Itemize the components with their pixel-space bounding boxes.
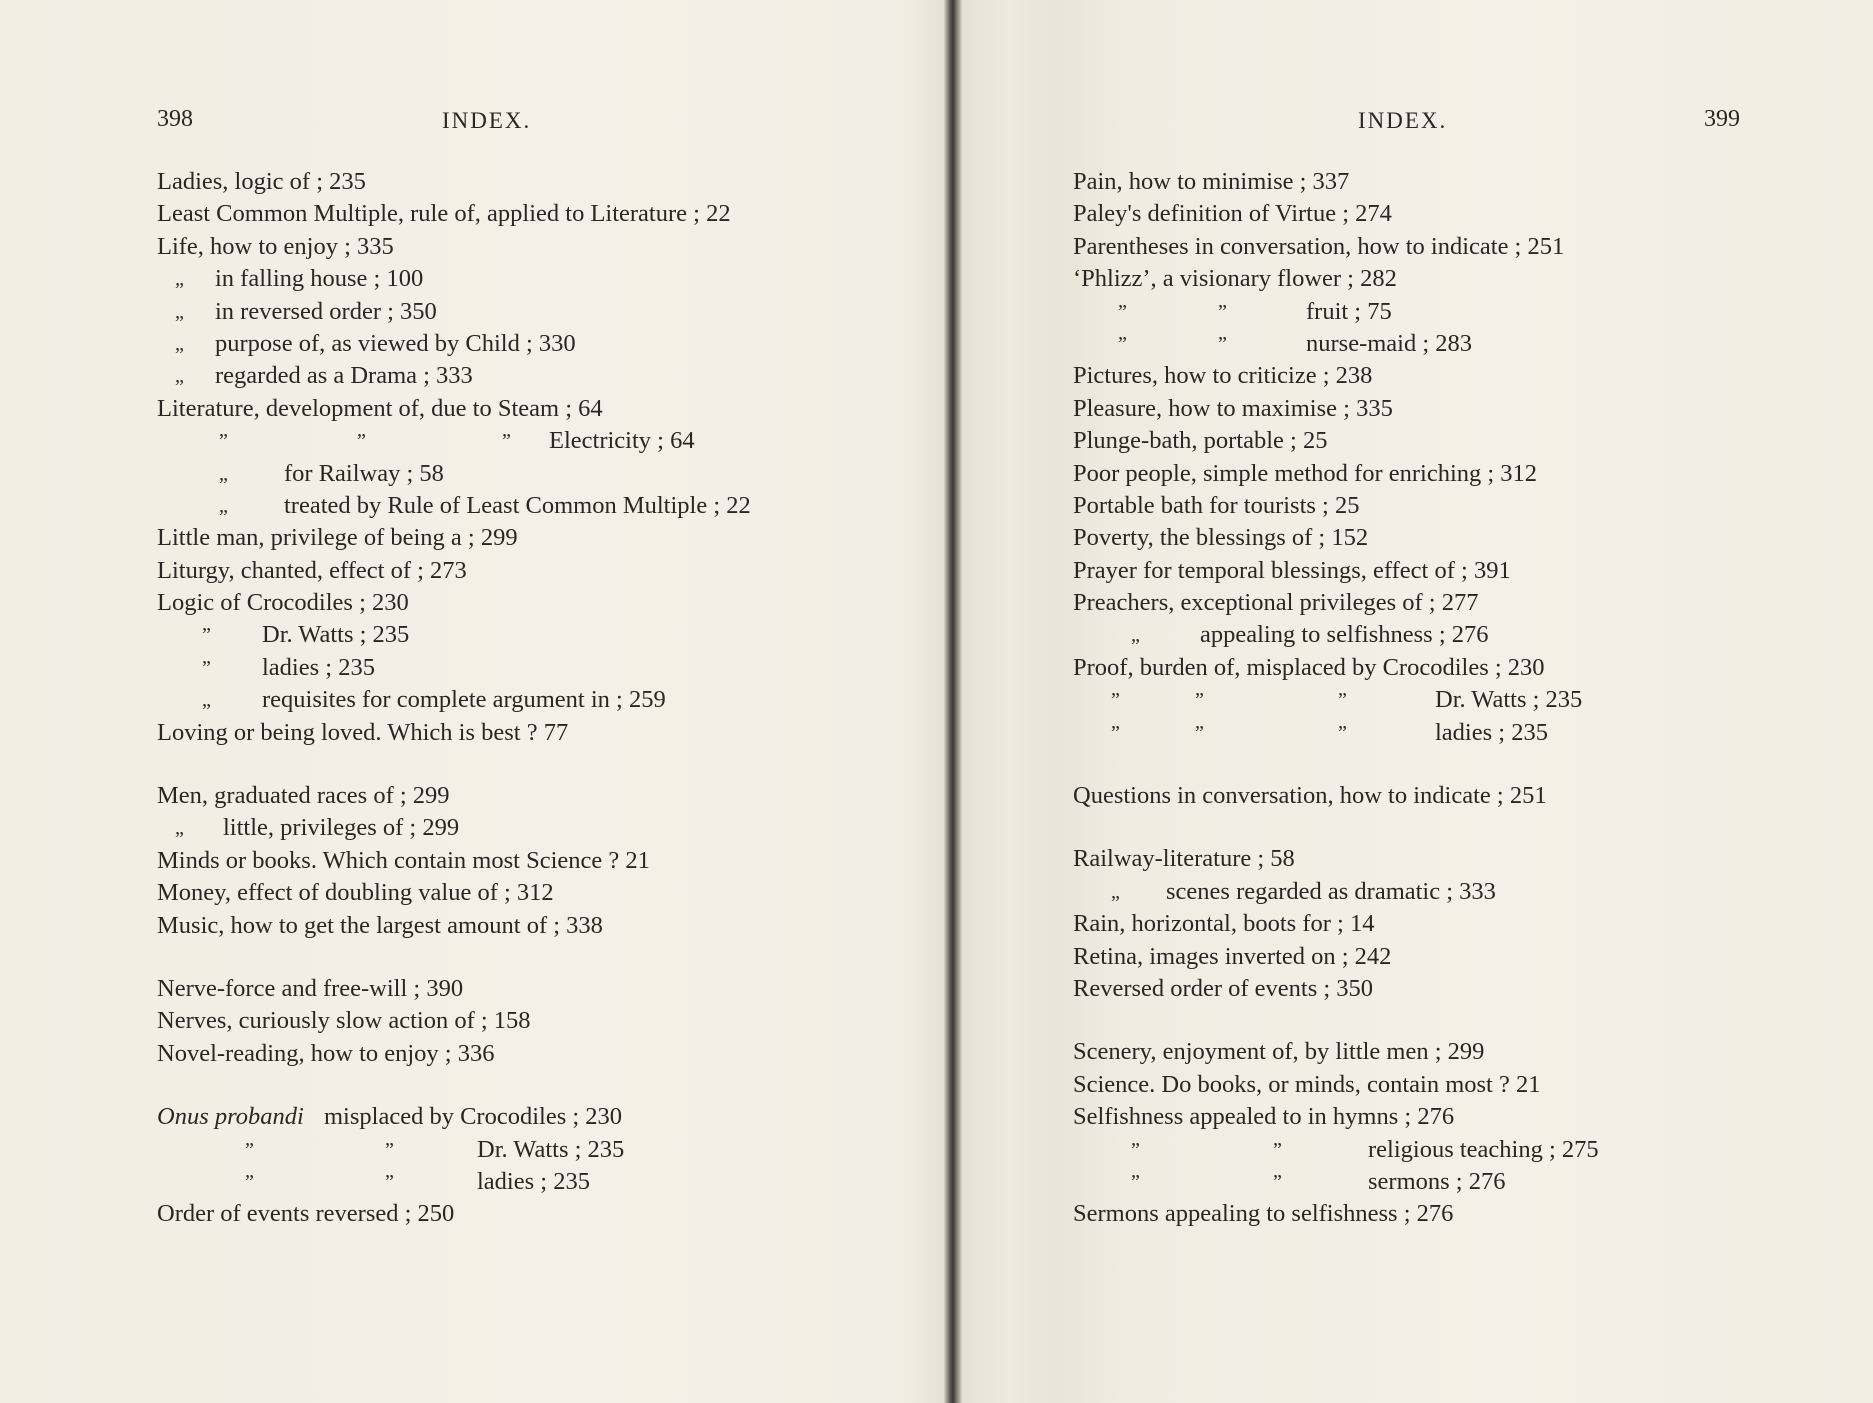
page-number: 398	[157, 106, 193, 132]
index-entry	[1073, 425, 1793, 457]
index-entry	[157, 1005, 857, 1037]
index-entry	[1073, 780, 1793, 812]
index-entry	[1073, 1166, 1793, 1198]
index-entry	[1073, 328, 1793, 360]
entry-text: Least Common Multiple, rule of, applied to Literature ; 22	[157, 200, 731, 228]
index-entry	[157, 910, 857, 942]
entry-text: Order of events reversed ; 250	[157, 1200, 455, 1228]
index-entry	[157, 425, 857, 457]
index-entry	[157, 166, 857, 198]
entry-text: Sermons appealing to selfishness ; 276	[1073, 1200, 1454, 1228]
ditto-mark: „	[175, 332, 184, 355]
entry-text: regarded as a Drama ; 333	[215, 362, 473, 390]
index-entry	[1073, 555, 1793, 587]
ditto-mark: ”	[1218, 300, 1227, 323]
index-entry	[1073, 717, 1793, 749]
entry-text: Dr. Watts ; 235	[477, 1135, 625, 1163]
ditto-mark: ”	[202, 656, 211, 679]
entry-text: Money, effect of doubling value of ; 312	[157, 879, 554, 907]
index-entry	[1073, 1069, 1793, 1101]
ditto-mark: „	[175, 300, 184, 323]
entry-text: fruit ; 75	[1306, 297, 1392, 325]
ditto-mark: „	[175, 817, 184, 840]
entry-text: Questions in conversation, how to indicate ; 251	[1073, 782, 1547, 810]
entry-text: in reversed order ; 350	[215, 297, 437, 325]
entry-text: Science. Do books, or minds, contain most ? 21	[1073, 1070, 1541, 1098]
entry-text: ladies ; 235	[477, 1167, 590, 1195]
entry-text: Literature, development of, due to Steam ; 64	[157, 394, 603, 422]
index-entry	[157, 877, 857, 909]
index-entry	[1073, 263, 1793, 295]
entry-text: religious teaching ; 275	[1368, 1135, 1599, 1163]
running-head: INDEX.	[1358, 108, 1448, 133]
entry-text: Nerve-force and free-will ; 390	[157, 974, 464, 1002]
entry-text: Portable bath for tourists ; 25	[1073, 491, 1360, 519]
ditto-mark: ”	[1195, 689, 1204, 712]
ditto-mark: ”	[1118, 332, 1127, 355]
index-entry	[157, 458, 857, 490]
index-entry	[157, 263, 857, 295]
index-entry	[1073, 684, 1793, 716]
entry-text: for Railway ; 58	[284, 459, 444, 487]
index-entry	[157, 1134, 857, 1166]
index-entry	[157, 555, 857, 587]
index-entry	[1073, 1198, 1793, 1230]
entry-text: Minds or books. Which contain most Science ? 21	[157, 846, 650, 874]
ditto-mark: ”	[1338, 689, 1347, 712]
section-gap	[157, 942, 857, 973]
ditto-mark: ”	[1273, 1138, 1282, 1161]
section-gap	[157, 1070, 857, 1101]
entry-text: Selfishness appealed to in hymns ; 276	[1073, 1103, 1455, 1131]
right-page	[962, 0, 1873, 1403]
entry-text: requisites for complete argument in ; 259	[262, 686, 666, 714]
entry-text: Scenery, enjoyment of, by little men ; 299	[1073, 1038, 1485, 1066]
entry-text: Onus probandi	[157, 1103, 304, 1131]
page-number: 399	[1704, 106, 1740, 132]
entry-text: Paley's definition of Virtue ; 274	[1073, 200, 1392, 228]
ditto-mark: „	[202, 689, 211, 712]
entry-text: Poverty, the blessings of ; 152	[1073, 524, 1369, 552]
index-entry	[1073, 843, 1793, 875]
section-gap	[1073, 1005, 1793, 1036]
index-entry	[1073, 393, 1793, 425]
ditto-mark: ”	[502, 430, 511, 453]
ditto-mark: „	[175, 365, 184, 388]
entry-text: Life, how to enjoy ; 335	[157, 232, 394, 260]
index-entry	[157, 1198, 857, 1230]
section-gap	[157, 749, 857, 780]
entry-text: Liturgy, chanted, effect of ; 273	[157, 556, 467, 584]
entry-text: Plunge-bath, portable ; 25	[1073, 427, 1328, 455]
entry-text: Nerves, curiously slow action of ; 158	[157, 1007, 531, 1035]
ditto-mark: ”	[219, 430, 228, 453]
index-entry	[157, 652, 857, 684]
index-entry	[157, 1101, 857, 1133]
entry-text: Reversed order of events ; 350	[1073, 974, 1374, 1002]
index-entry	[157, 231, 857, 263]
entry-text: Poor people, simple method for enriching ; 312	[1073, 459, 1538, 487]
index-entry	[1073, 522, 1793, 554]
entry-text: Novel-reading, how to enjoy ; 336	[157, 1039, 495, 1067]
book-gutter	[944, 0, 962, 1403]
index-entry	[1073, 458, 1793, 490]
index-entry	[157, 845, 857, 877]
entry-text: little, privileges of ; 299	[223, 814, 460, 842]
index-entry	[1073, 490, 1793, 522]
index-entry	[157, 684, 857, 716]
entry-text: Music, how to get the largest amount of ; 338	[157, 911, 603, 939]
ditto-mark: „	[219, 494, 228, 517]
entry-text: Rain, horizontal, boots for ; 14	[1073, 910, 1375, 938]
entry-text: Retina, images inverted on ; 242	[1073, 942, 1392, 970]
ditto-mark: ”	[1111, 721, 1120, 744]
entry-text: Little man, privilege of being a ; 299	[157, 524, 518, 552]
index-entry	[1073, 876, 1793, 908]
entry-text: Dr. Watts ; 235	[262, 621, 410, 649]
ditto-mark: ”	[1111, 689, 1120, 712]
index-entry	[1073, 1134, 1793, 1166]
index-entry	[157, 973, 857, 1005]
entry-text: Ladies, logic of ; 235	[157, 168, 366, 195]
index-entry	[1073, 1101, 1793, 1133]
index-entry	[157, 717, 857, 749]
index-entry	[157, 1166, 857, 1198]
entry-text: Preachers, exceptional privileges of ; 277	[1073, 589, 1479, 617]
ditto-mark: ”	[357, 430, 366, 453]
entry-text: scenes regarded as dramatic ; 333	[1166, 877, 1496, 905]
entry-text: Pictures, how to criticize ; 238	[1073, 362, 1373, 390]
index-entry	[1073, 941, 1793, 973]
entry-text: Logic of Crocodiles ; 230	[157, 589, 409, 617]
entry-text: Pleasure, how to maximise ; 335	[1073, 394, 1393, 422]
ditto-mark: ”	[1218, 332, 1227, 355]
index-entry	[1073, 619, 1793, 651]
ditto-mark: ”	[1118, 300, 1127, 323]
ditto-mark: ”	[1131, 1138, 1140, 1161]
entry-text: purpose of, as viewed by Child ; 330	[215, 329, 576, 357]
ditto-mark: ”	[245, 1170, 254, 1193]
index-entry	[1073, 231, 1793, 263]
ditto-mark: ”	[385, 1138, 394, 1161]
entry-text: misplaced by Crocodiles ; 230	[324, 1103, 623, 1131]
ditto-mark: ”	[1195, 721, 1204, 744]
entry-text: Loving or being loved. Which is best ? 77	[157, 718, 569, 746]
index-entry	[157, 522, 857, 554]
ditto-mark: ”	[1338, 721, 1347, 744]
index-entry	[157, 328, 857, 360]
entry-text: Prayer for temporal blessings, effect of ; 391	[1073, 556, 1511, 584]
index-entries	[157, 166, 857, 1231]
index-entry	[157, 490, 857, 522]
index-entry	[157, 296, 857, 328]
entry-text: Dr. Watts ; 235	[1435, 686, 1583, 714]
index-entry	[1073, 587, 1793, 619]
entry-text: nurse-maid ; 283	[1306, 329, 1473, 357]
running-head: INDEX.	[442, 108, 532, 133]
entry-text: Men, graduated races of ; 299	[157, 782, 450, 810]
entry-text: Electricity ; 64	[549, 427, 695, 455]
index-entries	[1073, 166, 1793, 1231]
ditto-mark: ”	[245, 1138, 254, 1161]
index-entry	[157, 393, 857, 425]
index-entry	[157, 780, 857, 812]
index-entry	[157, 619, 857, 651]
ditto-mark: „	[1131, 624, 1140, 647]
index-entry	[1073, 296, 1793, 328]
section-gap	[1073, 749, 1793, 780]
index-entry	[1073, 652, 1793, 684]
index-entry	[157, 198, 857, 230]
index-entry	[1073, 360, 1793, 392]
index-entry	[157, 1038, 857, 1070]
ditto-mark: ”	[1273, 1170, 1282, 1193]
ditto-mark: ”	[202, 624, 211, 647]
entry-text: Proof, burden of, misplaced by Crocodiles ; 230	[1073, 653, 1545, 681]
section-gap	[1073, 812, 1793, 843]
ditto-mark: ”	[1131, 1170, 1140, 1193]
index-entry	[1073, 1036, 1793, 1068]
ditto-mark: „	[175, 268, 184, 291]
entry-text: appealing to selfishness ; 276	[1200, 621, 1489, 649]
entry-text: ‘Phlizz’, a visionary flower ; 282	[1073, 265, 1397, 293]
entry-text: Pain, how to minimise ; 337	[1073, 168, 1350, 195]
entry-text: Railway-literature ; 58	[1073, 845, 1295, 873]
index-entry	[1073, 973, 1793, 1005]
entry-text: in falling house ; 100	[215, 265, 424, 293]
index-entry	[1073, 198, 1793, 230]
entry-text: treated by Rule of Least Common Multiple ; 22	[284, 491, 751, 519]
entry-text: sermons ; 276	[1368, 1167, 1506, 1195]
index-entry	[1073, 908, 1793, 940]
entry-text: ladies ; 235	[262, 653, 375, 681]
index-entry	[157, 587, 857, 619]
index-entry	[1073, 166, 1793, 198]
entry-text: ladies ; 235	[1435, 718, 1548, 746]
ditto-mark: ”	[385, 1170, 394, 1193]
index-entry	[157, 812, 857, 844]
ditto-mark: „	[1111, 880, 1120, 903]
index-entry	[157, 360, 857, 392]
entry-text: Parentheses in conversation, how to indicate ; 251	[1073, 232, 1565, 260]
ditto-mark: „	[219, 462, 228, 485]
